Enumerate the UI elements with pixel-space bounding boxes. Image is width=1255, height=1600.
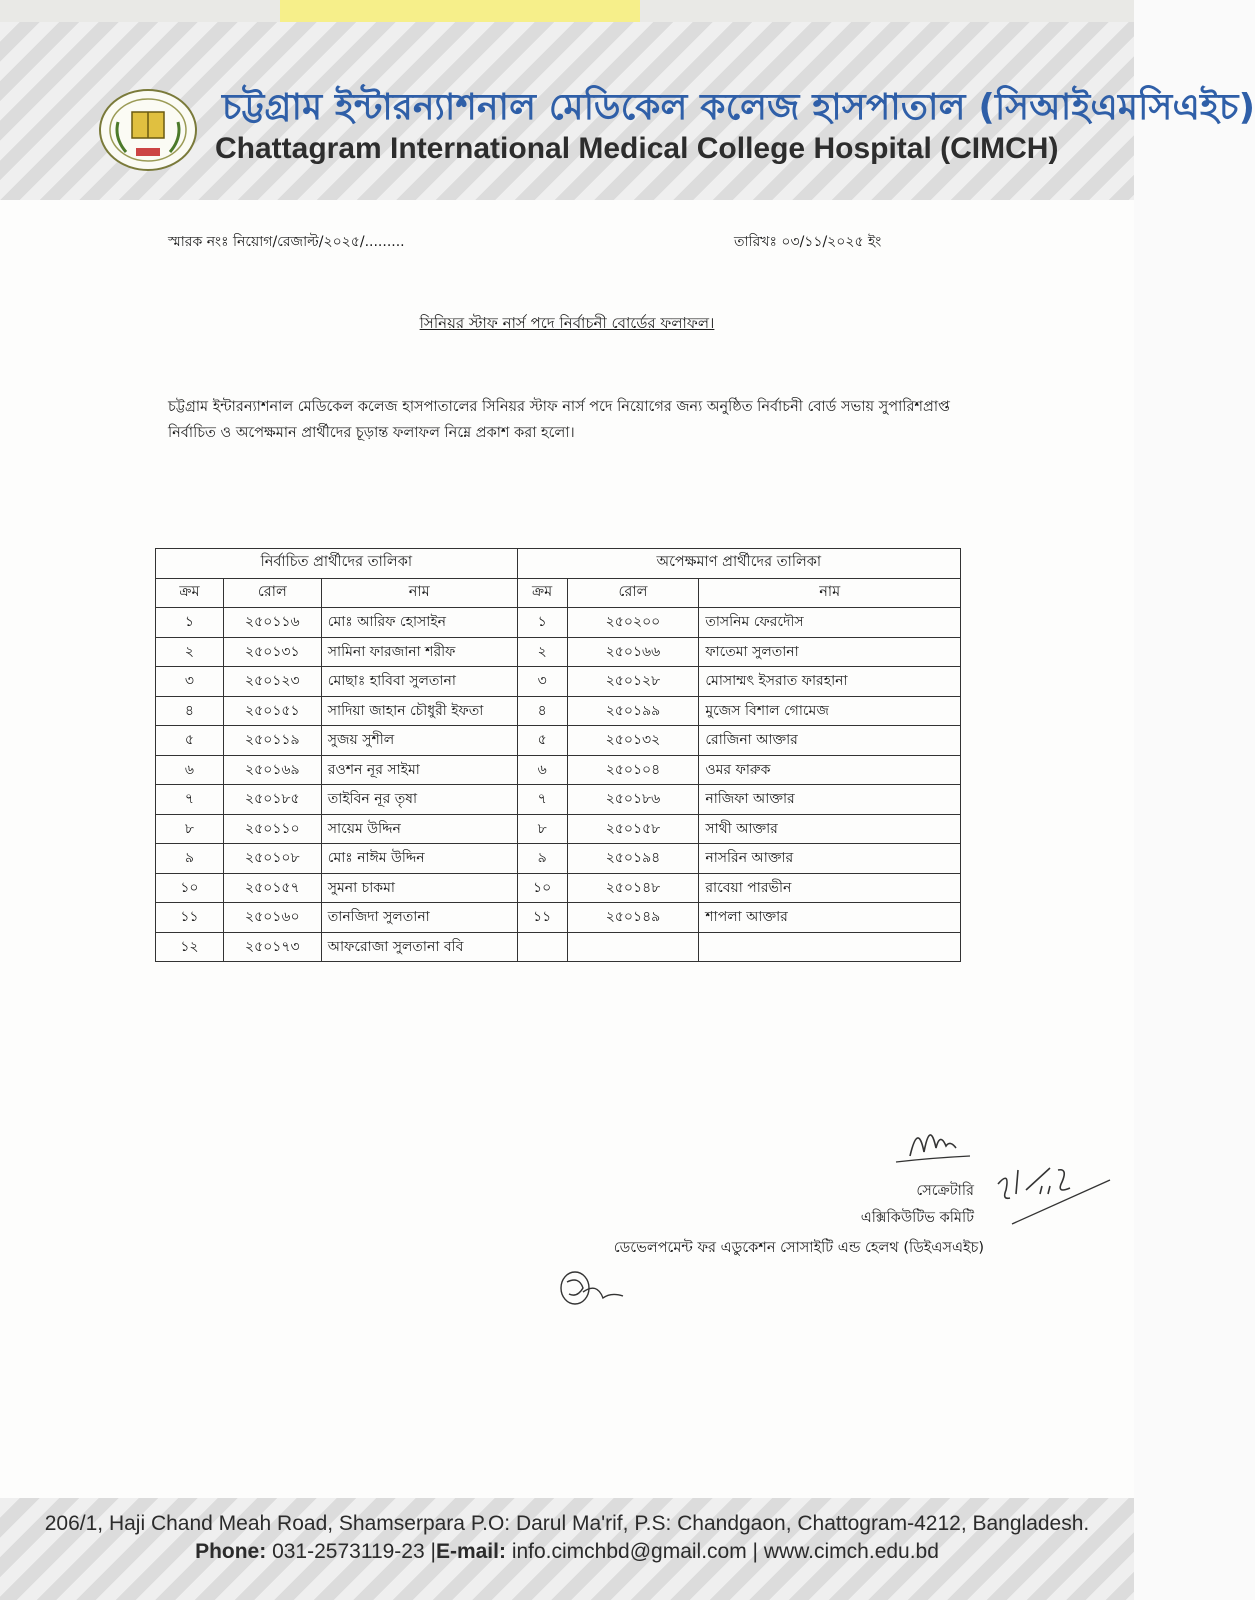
waiting-name: ফাতেমা সুলতানা (699, 637, 961, 667)
waiting-serial: ১০ (517, 873, 567, 903)
waiting-roll: ২৫০২০০ (567, 608, 699, 638)
selected-serial: ৬ (156, 755, 224, 785)
waiting-serial: ৫ (517, 726, 567, 756)
waiting-serial: ৪ (517, 696, 567, 726)
selected-roll: ২৫০১১৯ (223, 726, 321, 756)
selected-roll: ২৫০১৬৯ (223, 755, 321, 785)
phone-number: 031-2573119-23 (272, 1540, 425, 1563)
selected-roll: ২৫০১৫১ (223, 696, 321, 726)
selected-name: সুমনা চাকমা (321, 873, 517, 903)
selected-name: মোছাঃ হাবিবা সুলতানা (321, 667, 517, 697)
waiting-serial: ৬ (517, 755, 567, 785)
website-url: www.cimch.edu.bd (763, 1540, 939, 1563)
table-row (156, 844, 961, 874)
selected-serial: ২ (156, 637, 224, 667)
selected-roll: ২৫০১০৮ (223, 844, 321, 874)
signatory-committee: এক্সিকিউটিভ কমিটি (860, 1210, 974, 1226)
table-row (156, 608, 961, 638)
column-header: ক্রম (517, 578, 567, 608)
college-logo-icon (96, 82, 200, 174)
waiting-roll: ২৫০১২৮ (567, 667, 699, 697)
waiting-name: মোসাম্মৎ ইসরাত ফারহানা (699, 667, 961, 697)
signature-mark (890, 1112, 990, 1172)
selected-serial: ৭ (156, 785, 224, 815)
waiting-roll: ২৫০১৯৯ (567, 696, 699, 726)
waiting-serial: ১১ (517, 903, 567, 933)
selected-roll: ২৫০১৫৭ (223, 873, 321, 903)
waiting-list-title: অপেক্ষমাণ প্রার্থীদের তালিকা (517, 549, 960, 579)
selected-serial: ৫ (156, 726, 224, 756)
selected-serial: ৩ (156, 667, 224, 697)
selected-name: তানজিদা সুলতানা (321, 903, 517, 933)
waiting-serial: ২ (517, 637, 567, 667)
handwritten-date-mark (992, 1160, 1112, 1232)
waiting-roll: ২৫০১৯৪ (567, 844, 699, 874)
column-header: নাম (699, 578, 961, 608)
waiting-roll: ২৫০১৩২ (567, 726, 699, 756)
selected-name: মোঃ নাঈম উদ্দিন (321, 844, 517, 874)
table-row (156, 637, 961, 667)
selected-name: সাদিয়া জাহান চৌধুরী ইফতা (321, 696, 517, 726)
selected-name: সুজয় সুশীল (321, 726, 517, 756)
selected-name: তাইবিন নূর তৃষা (321, 785, 517, 815)
footer-contact: Phone: 031-2573119-23 |E-mail: info.cimchbd@gmail.com | www.cimch.edu.bd (195, 1540, 939, 1563)
hospital-name-english: Chattagram International Medical College Hospital (CIMCH) (215, 132, 1059, 165)
selected-serial: ১২ (156, 932, 224, 962)
selected-name: আফরোজা সুলতানা ববি (321, 932, 517, 962)
column-header: ক্রম (156, 578, 224, 608)
subject-line (0, 312, 1134, 337)
selected-roll: ২৫০১৬০ (223, 903, 321, 933)
selected-name: রওশন নূর সাইমা (321, 755, 517, 785)
selected-roll: ২৫০১২৩ (223, 667, 321, 697)
waiting-roll: ২৫০১৪৮ (567, 873, 699, 903)
waiting-serial: ৩ (517, 667, 567, 697)
waiting-roll: ২৫০১৮৬ (567, 785, 699, 815)
waiting-name: রোজিনা আক্তার (699, 726, 961, 756)
waiting-name: তাসনিম ফেরদৌস (699, 608, 961, 638)
table-row (156, 696, 961, 726)
body-paragraph: চট্টগ্রাম ইন্টারন্যাশনাল মেডিকেল কলেজ হাসপাতালের সিনিয়র স্টাফ নার্স পদে নিয়োগের জন্য অনুষ্ঠিত নির্বাচনী বোর্ড সভায় সুপারিশপ্রাপ্ত নির্বাচিত ও অপেক্ষমান প্রার্থীদের চূড়ান্ত ফলাফল নিম্নে প্রকাশ করা হলো। (168, 399, 950, 441)
waiting-roll: ২৫০১৪৯ (567, 903, 699, 933)
selected-serial: ৯ (156, 844, 224, 874)
waiting-serial: ৮ (517, 814, 567, 844)
column-header: রোল (567, 578, 699, 608)
memo-date: তারিখঃ ০৩/১১/২০২৫ ইং (734, 234, 882, 250)
waiting-serial: ১ (517, 608, 567, 638)
waiting-roll: ২৫০১০৪ (567, 755, 699, 785)
email-label: E-mail: (435, 1540, 506, 1563)
table-row (156, 667, 961, 697)
waiting-serial: ৭ (517, 785, 567, 815)
waiting-name: রাবেয়া পারভীন (699, 873, 961, 903)
footer-address: 206/1, Haji Chand Meah Road, Shamserpara P.O: Darul Ma'rif, P.S: Chandgaon, Chattogram-4212, Bangladesh. (44, 1512, 1090, 1535)
selected-roll: ২৫০১১০ (223, 814, 321, 844)
selected-name: মোঃ আরিফ হোসাইন (321, 608, 517, 638)
column-header: নাম (321, 578, 517, 608)
selected-serial: ১ (156, 608, 224, 638)
selected-roll: ২৫০১১৬ (223, 608, 321, 638)
initials-mark (553, 1262, 633, 1312)
selected-name: সায়েম উদ্দিন (321, 814, 517, 844)
table-row (156, 785, 961, 815)
signatory-title: সেক্রেটারি (916, 1183, 974, 1199)
selected-roll: ২৫০১৭৩ (223, 932, 321, 962)
waiting-name: শাপলা আক্তার (699, 903, 961, 933)
selected-serial: ৮ (156, 814, 224, 844)
table-row (156, 726, 961, 756)
results-table (155, 548, 961, 962)
hospital-name-bangla: চট্টগ্রাম ইন্টারন্যাশনাল মেডিকেল কলেজ হাসপাতাল (সিআইএমসিএইচ) (222, 87, 1255, 128)
phone-label: Phone: (195, 1540, 267, 1563)
signatory-organization: ডেভেলপমেন্ট ফর এডুকেশন সোসাইটি এন্ড হেলথ (ডিইএসএইচ) (613, 1240, 984, 1256)
selected-list-title: নির্বাচিত প্রার্থীদের তালিকা (156, 549, 518, 579)
table-row (156, 755, 961, 785)
waiting-name: ওমর ফারুক (699, 755, 961, 785)
table-row (156, 814, 961, 844)
table-row (156, 903, 961, 933)
selected-serial: ৪ (156, 696, 224, 726)
table-row (156, 873, 961, 903)
waiting-serial: ৯ (517, 844, 567, 874)
memo-reference: স্মারক নংঃ নিয়োগ/রেজাল্ট/২০২৫/......... (168, 234, 405, 250)
selected-roll: ২৫০১৩১ (223, 637, 321, 667)
selected-roll: ২৫০১৮৫ (223, 785, 321, 815)
sticky-note (280, 0, 640, 22)
waiting-roll (567, 932, 699, 962)
subject-text: সিনিয়র স্টাফ নার্স পদে নির্বাচনী বোর্ডের ফলাফল। (419, 314, 715, 332)
selected-serial: ১১ (156, 903, 224, 933)
waiting-roll: ২৫০১৬৬ (567, 637, 699, 667)
selected-serial: ১০ (156, 873, 224, 903)
waiting-name: সাথী আক্তার (699, 814, 961, 844)
waiting-name: নাজিফা আক্তার (699, 785, 961, 815)
column-header: রোল (223, 578, 321, 608)
table-row (156, 932, 961, 962)
waiting-serial (517, 932, 567, 962)
waiting-name: নাসরিন আক্তার (699, 844, 961, 874)
selected-name: সামিনা ফারজানা শরীফ (321, 637, 517, 667)
waiting-roll: ২৫০১৫৮ (567, 814, 699, 844)
waiting-name (699, 932, 961, 962)
email-address: info.cimchbd@gmail.com (511, 1540, 747, 1563)
waiting-name: মুজেস বিশাল গোমেজ (699, 696, 961, 726)
